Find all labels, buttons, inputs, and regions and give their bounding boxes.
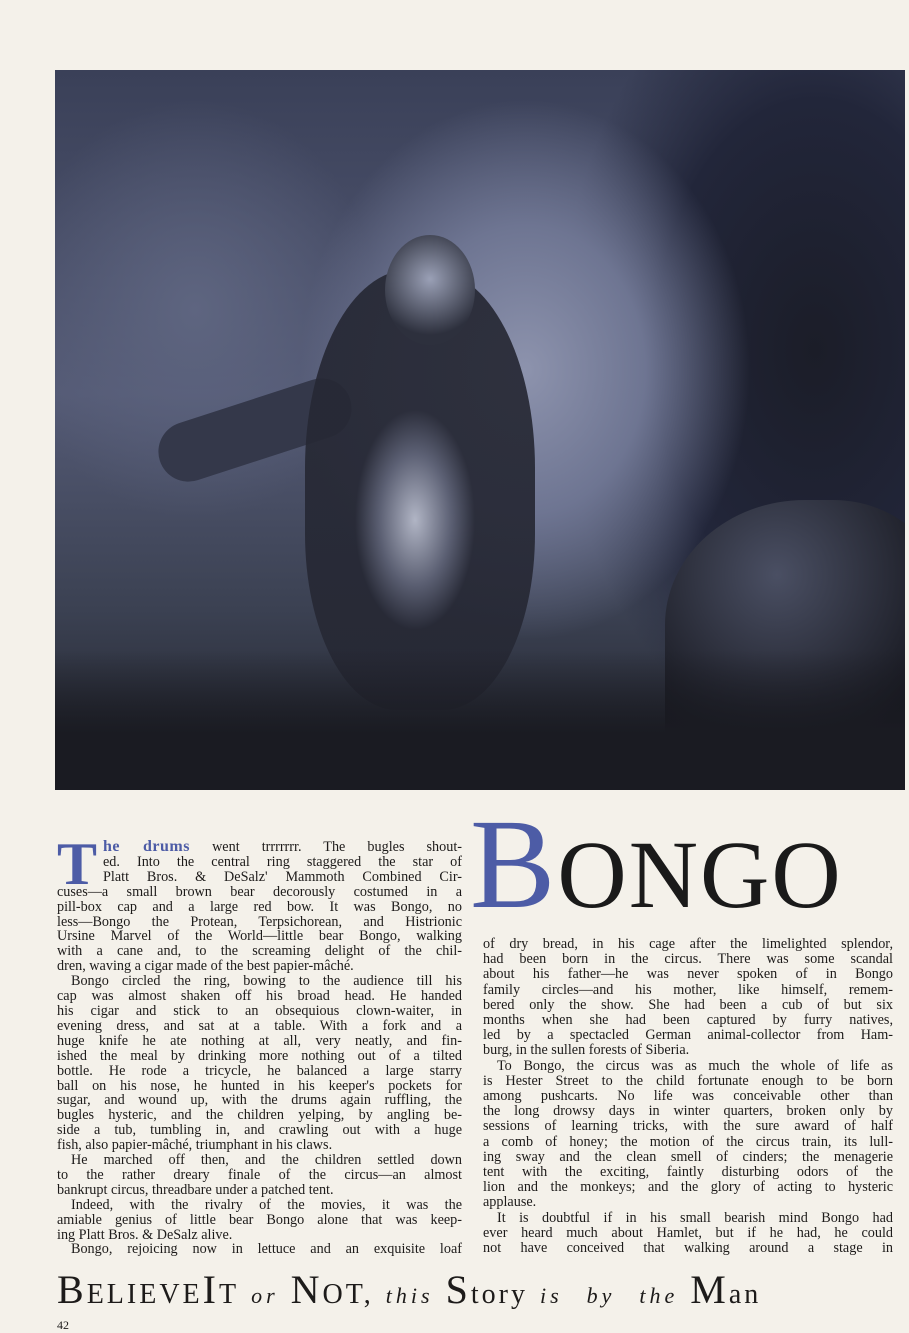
text-line: the long drowsy days in winter quarters, broken only by [483, 1104, 893, 1120]
text-line: family circles—and his mother, like himself, remem- [483, 982, 893, 998]
banner-word: OT, [322, 1279, 374, 1310]
banner-word: the [639, 1283, 679, 1308]
text-line: sessions of learning tricks, with the sure award of half [483, 1119, 893, 1135]
text-line: Ursine Marvel of the World—little bear Bongo, walking [57, 929, 462, 945]
text-line: had been born in the circus. There was some scandal [483, 952, 893, 968]
title-rest: ONGO [557, 821, 843, 928]
text-line: ing Platt Bros. & DeSalz alive. [57, 1227, 233, 1243]
banner-word: T [218, 1279, 240, 1310]
text-line: cap was almost shaken off his broad head. He handed [57, 989, 462, 1004]
text-line: less—Bongo the Protean, Terpsichorean, and Histrionic [57, 914, 462, 930]
text-line: ing sway and the clean smell of cinders; the menagerie [483, 1149, 893, 1165]
banner-word: an [728, 1279, 762, 1310]
text-line: cuses—a small brown bear decorously costumed in a [57, 884, 462, 900]
text-line [57, 840, 462, 855]
bear-illustration [55, 70, 905, 790]
text-line: burg, in the sullen forests of Siberia. [483, 1043, 690, 1059]
text-line: bottle. He rode a tricycle, he balanced a large starry [57, 1063, 462, 1079]
text-line: ished the meal by drinking more nothing out of a tilted [57, 1048, 462, 1064]
text-line: his cigar and stick to an obsequious clown-waiter, in [57, 1003, 462, 1019]
text-line: to the rather dreary finale of the circus—an almost [57, 1167, 462, 1183]
illustration-ground [55, 650, 905, 790]
text-line: amiable genius of little bear Bongo alone that was keep- [57, 1212, 462, 1228]
text-line: tent with the exciting, faintly disturbing odors of the [483, 1165, 893, 1181]
text-line: Indeed, with the rivalry of the movies, it was the [71, 1197, 462, 1213]
text-line: ever heard much about Hamlet, but if he had, he could [483, 1225, 893, 1241]
text-line: dren, waving a cigar made of the best papier-mâché. [57, 959, 354, 975]
banner-word: I [202, 1267, 219, 1312]
text-line-content: went trrrrrrr. The bugles shout- [212, 840, 462, 855]
text-line: bugles hysteric, and the children yelping, by angling be- [57, 1108, 462, 1124]
text-line: Platt Bros. & DeSalz' Mammoth Combined Cir- [103, 869, 462, 885]
text-line: side a tub, tumbling in, and crawling out with a huge [57, 1123, 462, 1139]
banner-word: S [445, 1267, 471, 1312]
text-line: Bongo circled the ring, bowing to the audience till his [71, 974, 462, 990]
footer-banner [57, 1267, 897, 1312]
text-line: applause. [483, 1195, 537, 1211]
text-line: huge knife he ate nothing at all, very neatly, and fin- [57, 1033, 462, 1049]
text-line: Bongo, rejoicing now in lettuce and an exquisite loaf [71, 1242, 462, 1258]
drop-cap: T [57, 831, 98, 897]
left-column [57, 831, 462, 1258]
story-title [470, 793, 843, 935]
text-line: sugar, and wound up, with the drums again ruffling, the [57, 1093, 462, 1109]
banner-word: is [539, 1283, 563, 1308]
text-line: lion and the monkeys; and the glory of acting to hysteric [483, 1180, 893, 1196]
text-line: bered only the show. She had been a cub of but six [483, 997, 893, 1013]
banner-word: tory [470, 1279, 528, 1310]
page-number: 42 [57, 1318, 69, 1332]
banner-word: by [586, 1283, 616, 1308]
text-line: To Bongo, the circus was as much the whole of life as [497, 1058, 893, 1074]
banner-word: this [385, 1283, 434, 1308]
lead-in: he drums [103, 840, 190, 855]
text-line: It is doubtful if in his small bearish mind Bongo had [497, 1210, 893, 1226]
text-line: not have conceived that walking around a stage in [483, 1241, 893, 1257]
text-line: of dry bread, in his cage after the limelighted splendor, [483, 937, 893, 952]
title-initial: B [470, 793, 558, 935]
text-line: pill-box cap and a large red bow. It was Bongo, no [57, 899, 462, 915]
text-line: a comb of honey; the motion of the circus train, its lull- [483, 1134, 893, 1150]
right-column [483, 937, 893, 1256]
banner-word: ELIEVE [86, 1279, 203, 1310]
text-line: evening dress, and sat at a table. With a fork and a [57, 1018, 462, 1034]
text-line: He marched off then, and the children settled down [71, 1153, 462, 1168]
text-line: about his father—he was never spoken of in Bongo [483, 967, 893, 983]
text-line: ed. Into the central ring staggered the star of [103, 854, 462, 870]
banner-word: B [57, 1267, 87, 1312]
text-line: led by a spectacled German animal-collector from Ham- [483, 1028, 893, 1044]
banner-word: or [251, 1283, 279, 1308]
text-line: with a cane and, to the screaming delight of the chil- [57, 944, 462, 960]
banner-word: N [290, 1267, 323, 1312]
banner-word: M [690, 1267, 729, 1312]
text-line: is Hester Street to the child fortunate enough to be born [483, 1073, 893, 1089]
text-line: among pushcarts. No life was conceivable other than [483, 1089, 893, 1105]
text-line: months when she had been captured by furry natives, [483, 1013, 893, 1029]
text-line: bankrupt circus, threadbare under a patched tent. [57, 1182, 334, 1198]
text-line: fish, also papier-mâché, triumphant in his claws. [57, 1138, 333, 1154]
text-line: ball on his nose, he hunted in his keeper's pockets for [57, 1078, 462, 1094]
illustration-bear-head [385, 235, 475, 345]
